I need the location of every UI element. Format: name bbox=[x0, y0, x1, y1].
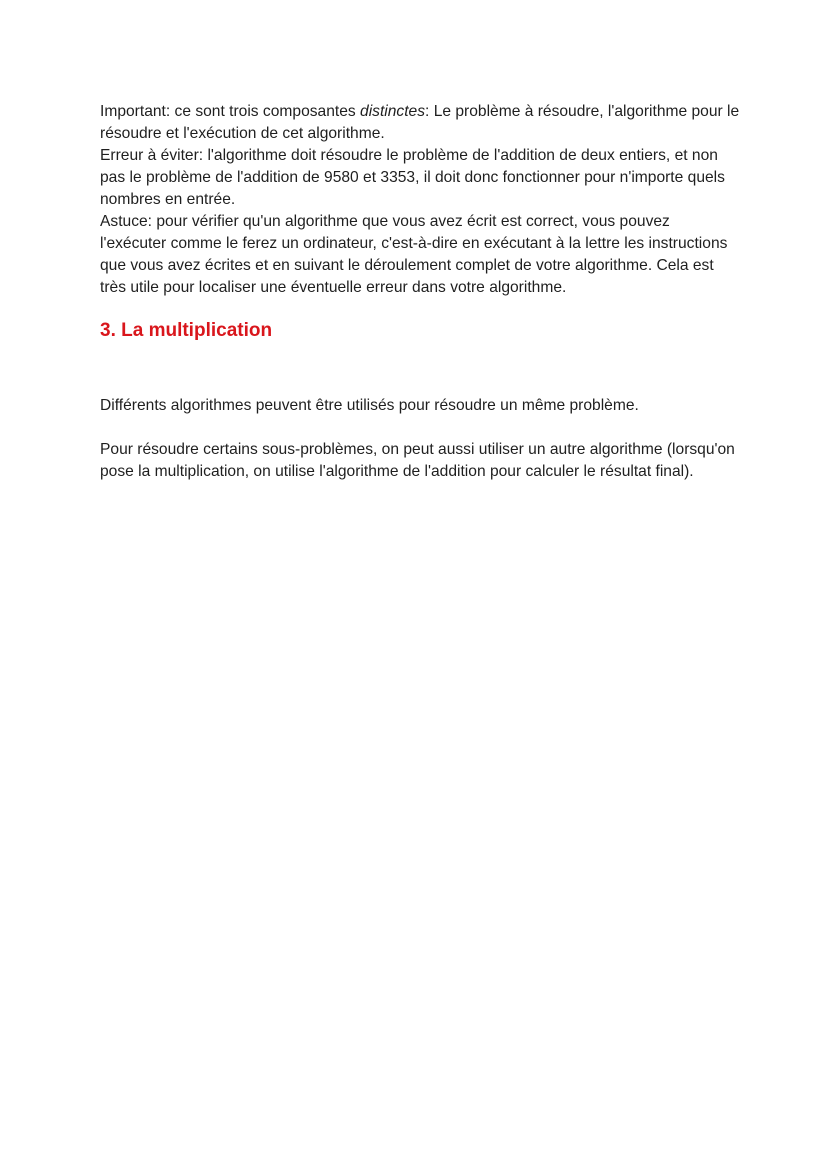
document-body bbox=[100, 101, 740, 483]
important-paragraph bbox=[100, 101, 740, 145]
section-heading: 3. La multiplication bbox=[100, 320, 273, 341]
subproblems-paragraph: Pour résoudre certains sous-problèmes, on peut aussi utiliser un autre algorithme (lorsqu'on pose la multiplication, on utilise l'algorithme de l'addition pour calculer le résultat final). bbox=[100, 441, 735, 480]
important-suffix: : Le problème à résoudre, l'algorithme pour le résoudre et l'exécution de cet algorithme. bbox=[100, 103, 740, 142]
intro-block bbox=[100, 101, 740, 299]
error-paragraph: Erreur à éviter: l'algorithme doit résoudre le problème de l'addition de deux entiers, et non pas le problème de l'addition de 9580 et 3353, il doit donc fonctionner pour n'importe quels nombres en entrée. bbox=[100, 147, 725, 208]
important-emphasis: distinctes bbox=[360, 103, 426, 120]
important-prefix: Important: ce sont trois composantes bbox=[100, 103, 361, 120]
algorithms-paragraph: Différents algorithmes peuvent être utilisés pour résoudre un même problème. bbox=[100, 397, 639, 414]
tip-paragraph: Astuce: pour vérifier qu'un algorithme que vous avez écrit est correct, vous pouvez l'exécuter comme le ferez un ordinateur, c'est-à-dire en exécutant à la lettre les instructions que vous avez écrites et en suivant le déroulement complet de votre algorithme. Cela est très utile pour localiser une éventuelle erreur dans votre algorithme. bbox=[100, 213, 728, 296]
